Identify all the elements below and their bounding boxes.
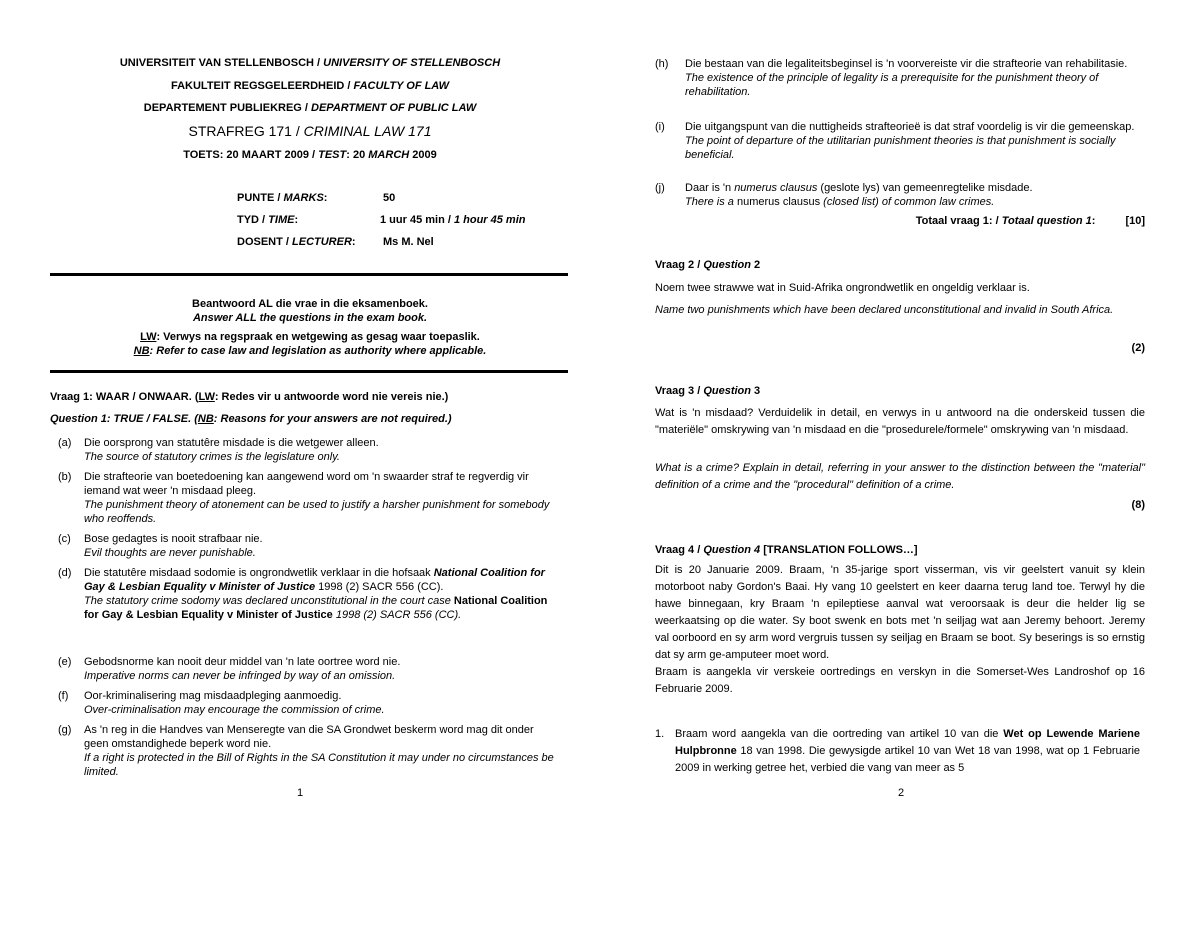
q2-heading: Vraag 2 / Question 2 [655,259,761,271]
time-label: TYD / TIME: [237,214,299,226]
header-university: UNIVERSITEIT VAN STELLENBOSCH / UNIVERSITY OF STELLENBOSCH [119,57,501,69]
q1-heading-en: Question 1: TRUE / FALSE. (NB: Reasons for your answers are not required.) [50,413,452,425]
marks-label: PUNTE / MARKS: [237,192,328,204]
marks-value: 50 [383,192,396,204]
instruction-af: Beantwoord AL die vrae in die eksamenboek. [192,298,428,310]
q1-total: Totaal vraag 1: / Totaal question 1: [10] [915,215,1145,227]
page-number-1: 1 [297,787,304,799]
q2-marks: (2) [1131,342,1145,354]
page-number-2: 2 [898,787,905,799]
q4-heading: Vraag 4 / Question 4 [TRANSLATION FOLLOWS…] [655,544,918,556]
q2-text-en: Name two punishments which have been declared unconstitutional and invalid in South Africa. [655,304,1114,316]
header-course: STRAFREG 171 / CRIMINAL LAW 171 [188,123,432,139]
time-value: 1 uur 45 min / 1 hour 45 min [380,214,526,226]
lecturer-label: DOSENT / LECTURER: [237,236,356,248]
q4-charge-paragraph: Braam is aangekla vir verskeie oortredings en verskyn in die Somerset-Wes Landroshof op 16 Februarie 2009. [655,666,1145,695]
header-faculty: FAKULTEIT REGSGELEERDHEID / FACULTY OF LAW [170,80,450,92]
q3-text-af: Wat is 'n misdaad? Verduidelik in detail, en verwys in u antwoord na die onderskeid tussen die "materiële" omskrywing van 'n misdaad en die "prosedurele/formele" omskrywing van 'n misdaad. [655,407,1145,436]
divider-bottom [50,370,568,373]
q4-scenario-paragraph: Dit is 20 Januarie 2009. Braam, 'n 35-jarige sport visserman, vis vir geelstert vanuit sy klein motorboot naby Gordon's Baai. Hy vang 10 geelstert en keer daarna terug land toe. Terwyl hy die hawe binnegaan, kry Braam 'n epileptiese aanval wat veroorsaak is deur die helder lig se weerkaatsing op die water. Sy boot swenk en bots met 'n seiljag wat aan Jeremy behoort. Jeremy val oorboord en sy arm word vergruis tussen sy seiljag en Braam se boot. Sy beserings is so ernstig dat sy arm ge-amputeer moet word. [655,564,1145,661]
header-test-date: TOETS: 20 MAART 2009 / TEST: 20 MARCH 2009 [183,149,437,161]
instruction-nb: NB: Refer to case law and legislation as authority where applicable. [133,345,487,357]
q1-heading-af: Vraag 1: WAAR / ONWAAR. (LW: Redes vir u antwoorde word nie vereis nie.) [50,391,449,403]
divider-top [50,273,568,276]
header-department: DEPARTEMENT PUBLIEKREG / DEPARTMENT OF PUBLIC LAW [143,102,477,114]
q3-marks: (8) [1131,499,1145,511]
instruction-lw: LW: Verwys na regspraak en wetgewing as gesag waar toepaslik. [140,331,480,343]
q3-text-en: What is a crime? Explain in detail, referring in your answer to the distinction between the "material" definition of a crime and the "procedural" definition of a crime. [655,462,1145,491]
q2-text-af: Noem twee strawwe wat in Suid-Afrika ongrondwetlik en ongeldig verklaar is. [655,282,1030,294]
lecturer-value: Ms M. Nel [383,236,434,248]
instruction-en: Answer ALL the questions in the exam book. [192,312,428,324]
q3-heading: Vraag 3 / Question 3 [655,385,761,397]
